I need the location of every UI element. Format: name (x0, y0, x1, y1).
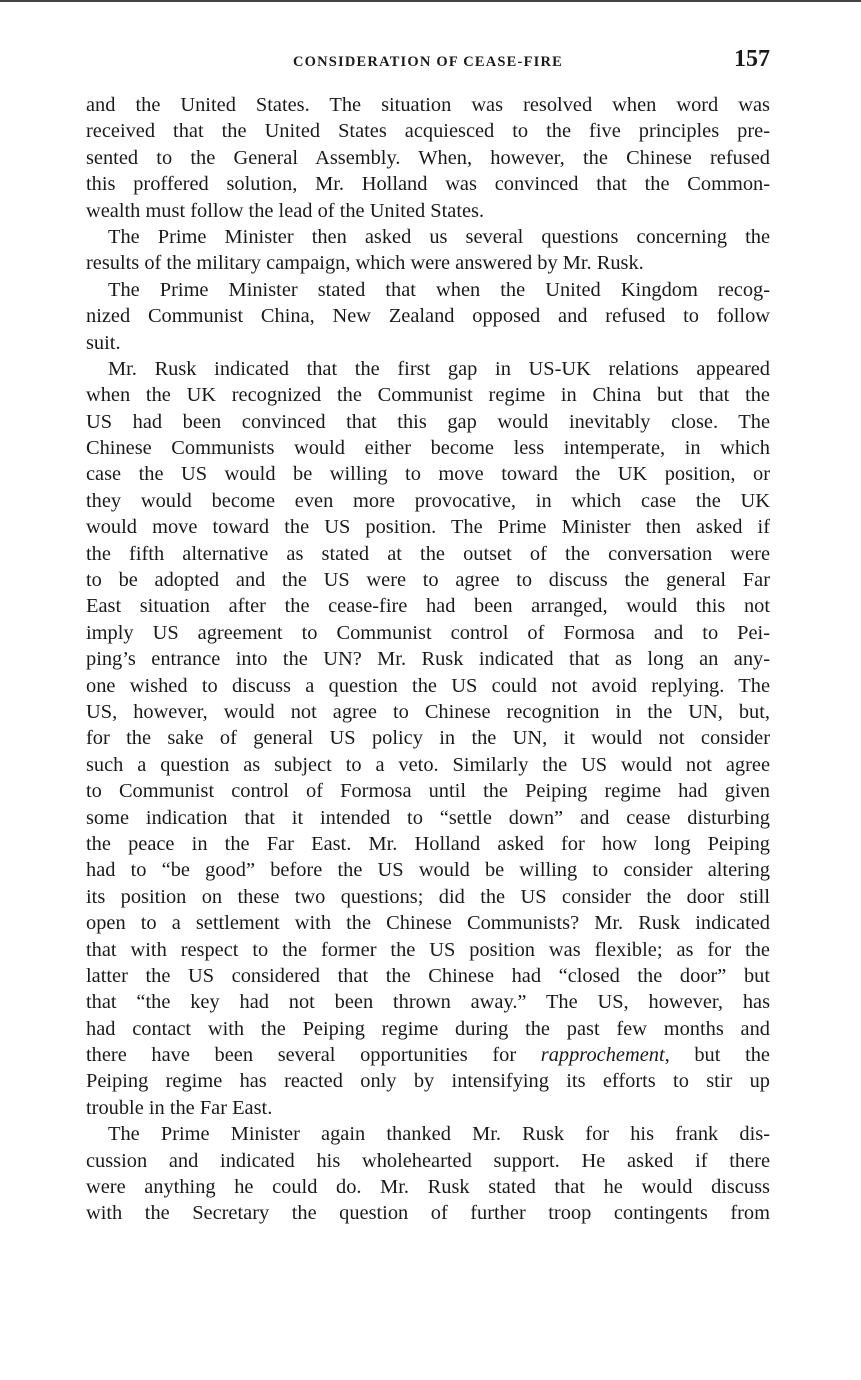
page-top-rule (0, 0, 861, 2)
text-line: when the UK recognized the Communist regime in China but that the (86, 384, 770, 407)
text-line: latter the US considered that the Chinese had “closed the door” but (86, 964, 770, 987)
text-line: they would become even more provocative, in which case the UK (86, 489, 770, 512)
text-line: some indication that it intended to “settle down” and cease disturbing (86, 806, 770, 829)
text-segment: there have been several opportunities for (86, 1044, 541, 1067)
running-title: CONSIDERATION OF CEASE-FIRE (292, 54, 564, 70)
text-line: to Communist control of Formosa until the Peiping regime had given (86, 780, 770, 803)
text-line: such a question as subject to a veto. Similarly the US would not agree (86, 753, 770, 776)
text-line: the peace in the Far East. Mr. Holland asked for how long Peiping (86, 832, 770, 855)
text-line: its position on these two questions; did the US consider the door still (86, 885, 770, 908)
text-line: that “the key had not been thrown away.” The US, however, has (86, 991, 770, 1014)
text-line: would move toward the US position. The Prime Minister then asked if (86, 516, 770, 539)
text-line: cussion and indicated his wholehearted support. He asked if there (86, 1149, 770, 1172)
running-head (86, 44, 770, 78)
text-line: the fifth alternative as stated at the outset of the conversation were (86, 542, 770, 565)
text-line: The Prime Minister again thanked Mr. Rusk for his frank dis- (108, 1123, 770, 1146)
text-line: The Prime Minister stated that when the United Kingdom recog- (108, 278, 770, 301)
text-line: Mr. Rusk indicated that the first gap in US-UK relations appeared (108, 357, 770, 380)
text-line: with the Secretary the question of further troop contingents from (86, 1202, 770, 1225)
text-line: were anything he could do. Mr. Rusk stated that he would discuss (86, 1176, 770, 1199)
text-line: nized Communist China, New Zealand opposed and refused to follow (86, 305, 770, 328)
text-line: this proffered solution, Mr. Holland was convinced that the Common- (86, 173, 770, 196)
text-line: wealth must follow the lead of the United States. (86, 199, 485, 222)
italic-term: rapprochement (540, 1044, 665, 1067)
page-number: 157 (734, 46, 770, 72)
text-line: sented to the General Assembly. When, however, the Chinese refused (86, 146, 770, 169)
text-line: ping’s entrance into the UN? Mr. Rusk indicated that as long an any- (86, 648, 770, 671)
paragraph-3 (86, 277, 770, 356)
text-segment: , but the (664, 1044, 770, 1067)
text-line: that with respect to the former the US position was flexible; as for the (86, 938, 770, 961)
text-line: received that the United States acquiesced to the five principles pre- (86, 120, 770, 143)
text-line: results of the military campaign, which were answered by Mr. Rusk. (86, 252, 644, 275)
paragraph-5 (86, 1121, 770, 1227)
text-line: had to “be good” before the US would be willing to consider altering (86, 859, 770, 882)
text-line: had contact with the Peiping regime during the past few months and (86, 1017, 770, 1040)
text-line: open to a settlement with the Chinese Communists? Mr. Rusk indicated (86, 912, 770, 935)
paragraph-2 (86, 224, 770, 277)
text-line: suit. (86, 331, 121, 354)
text-line: Peiping regime has reacted only by intensifying its efforts to stir up (86, 1070, 770, 1093)
text-line: trouble in the Far East. (86, 1096, 273, 1119)
text-line: and the United States. The situation was resolved when word was (86, 94, 770, 116)
paragraph-4 (86, 356, 770, 1121)
text-line: to be adopted and the US were to agree to discuss the general Far (86, 569, 770, 592)
text-line: East situation after the cease-fire had been arranged, would this not (86, 595, 770, 618)
text-line: US, however, would not agree to Chinese recognition in the UN, but, (86, 700, 770, 723)
text-line: The Prime Minister then asked us several questions concerning the (108, 225, 770, 248)
text-line: case the US would be willing to move toward the UK position, or (86, 463, 770, 486)
text-line: one wished to discuss a question the US could not avoid replying. The (86, 674, 770, 697)
text-line-with-italic (86, 1042, 770, 1068)
text-line: imply US agreement to Communist control of Formosa and to Pei- (86, 621, 770, 644)
text-line: for the sake of general US policy in the UN, it would not consider (86, 727, 770, 750)
text-line: Chinese Communists would either become less intemperate, in which (86, 437, 770, 460)
body-text (86, 92, 770, 1227)
paragraph-1 (86, 92, 770, 224)
text-line: US had been convinced that this gap would inevitably close. The (86, 410, 770, 433)
